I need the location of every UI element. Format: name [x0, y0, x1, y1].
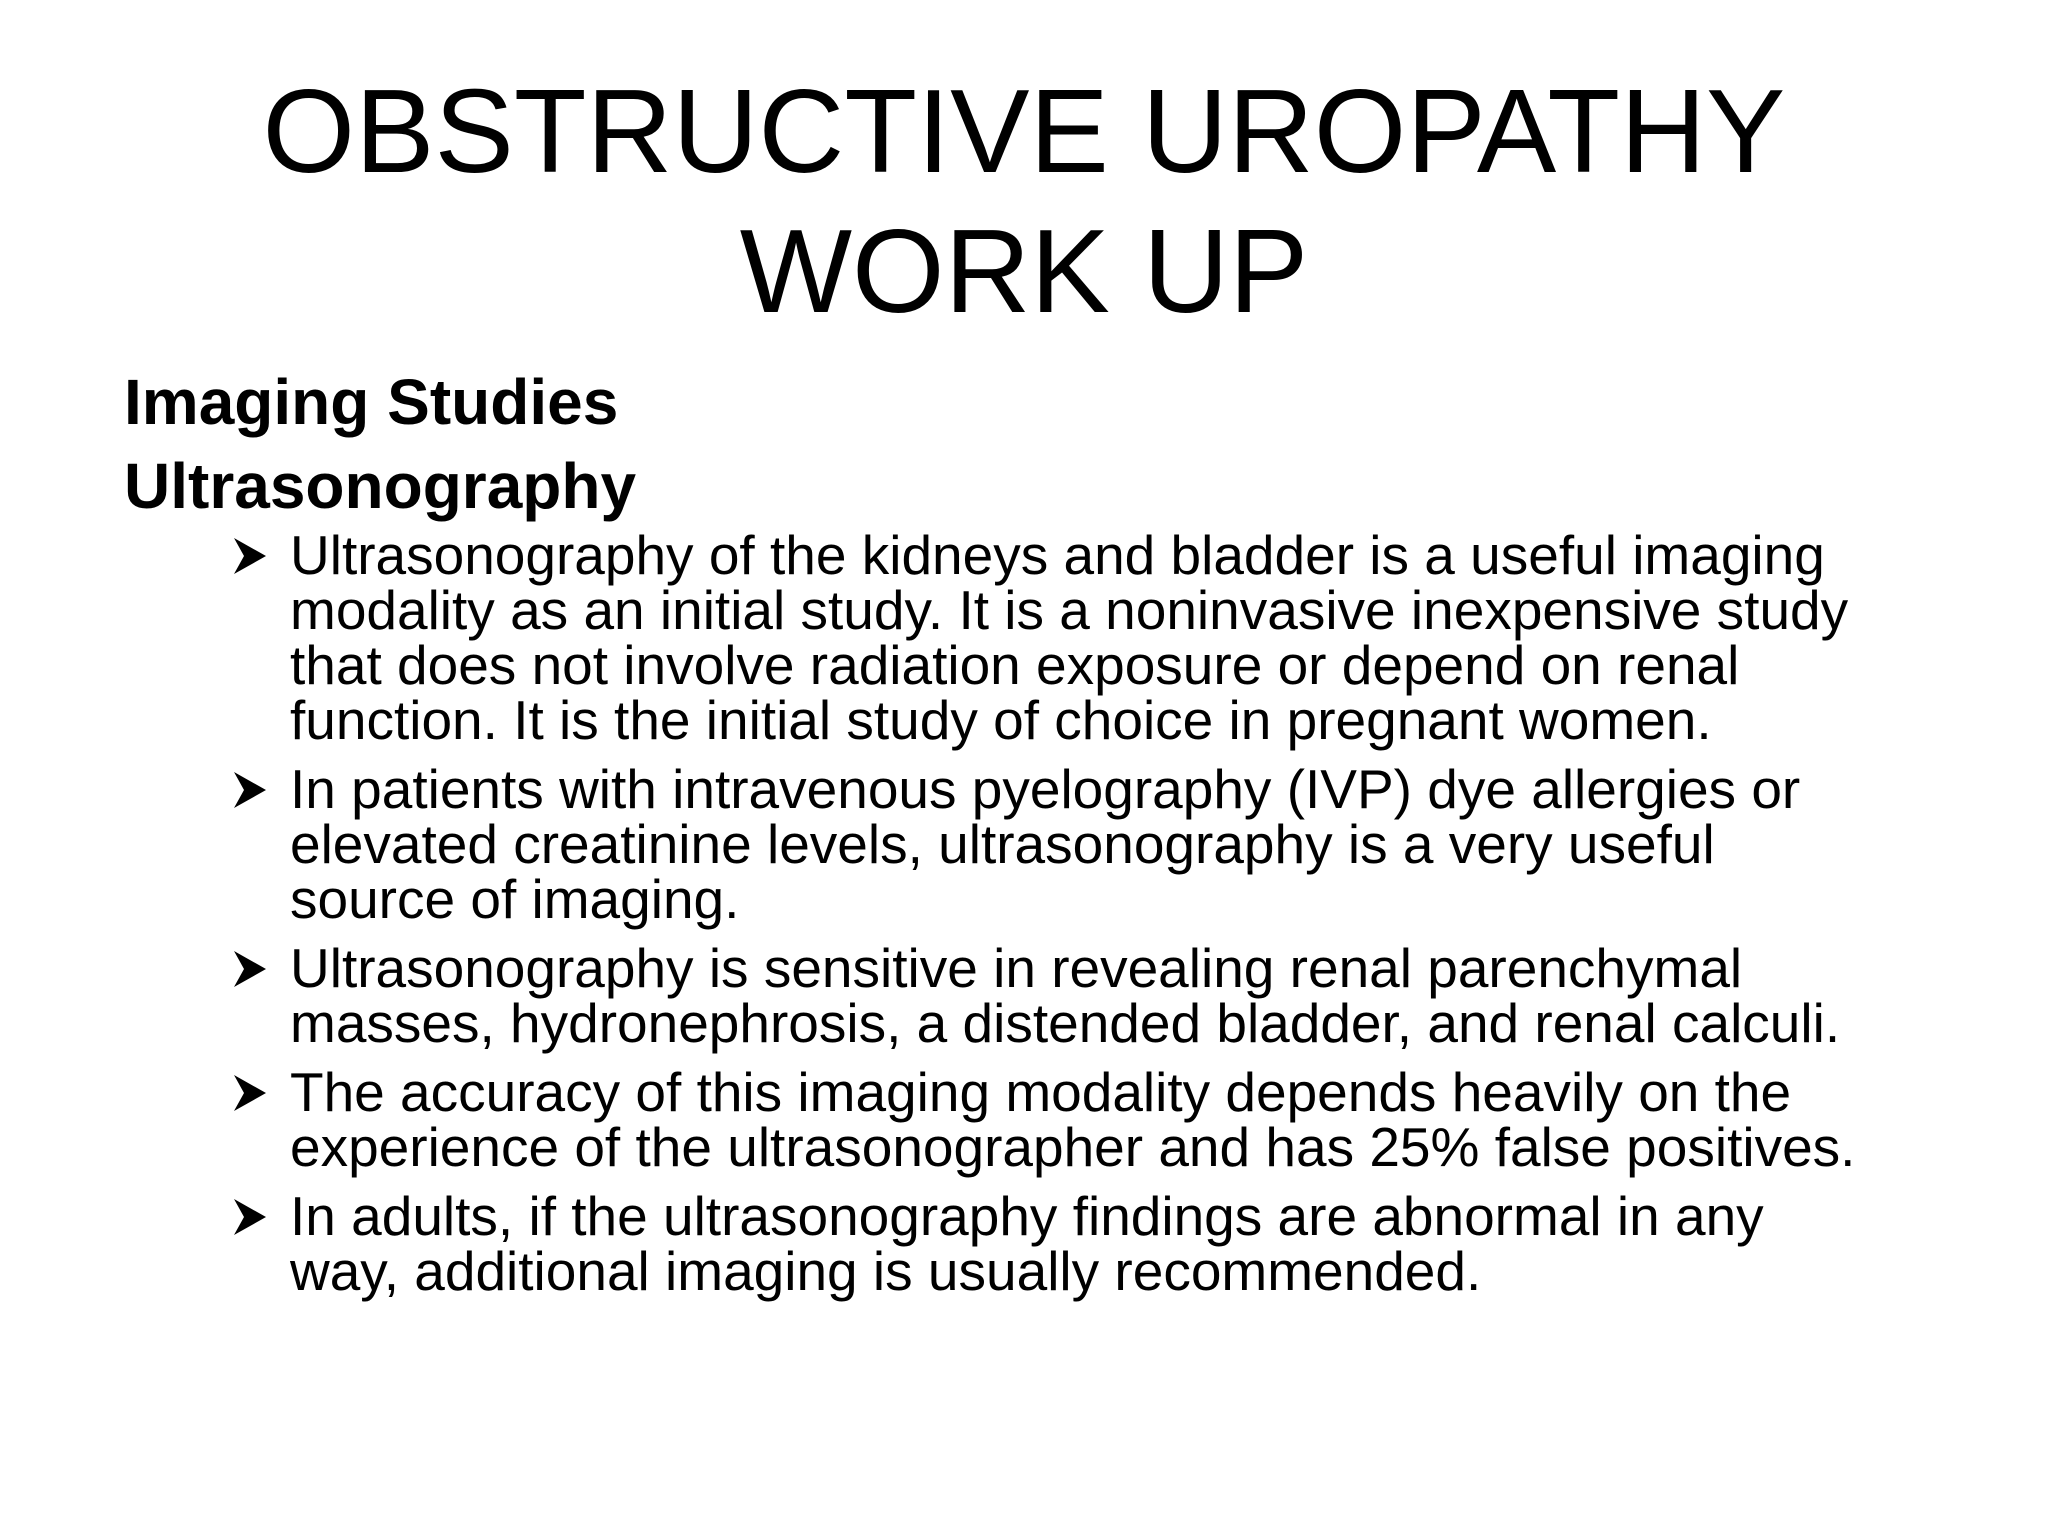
- bullet-text: Ultrasonography of the kidneys and bladder is a useful imaging modality as an initial study. It is a noninvasive inexpensive study that does not involve radiation exposure or depend on renal function. It is the initial study of choice in pregnant women.: [290, 524, 1849, 751]
- slide-title-line-2: WORK UP: [739, 205, 1309, 338]
- slide-title-line-1: OBSTRUCTIVE UROPATHY: [262, 65, 1786, 198]
- bullet-text: Ultrasonography is sensitive in revealing renal parenchymal masses, hydronephrosis, a distended bladder, and renal calculi.: [290, 937, 1841, 1054]
- bullet-text: In adults, if the ultrasonography findings are abnormal in any way, additional imaging is usually recommended.: [290, 1185, 1764, 1302]
- arrowhead-bullet-icon: [232, 770, 268, 810]
- arrowhead-bullet-icon: [232, 1073, 268, 1113]
- arrowhead-bullet-icon: [232, 1197, 268, 1237]
- bullet-text: In patients with intravenous pyelography (IVP) dye allergies or elevated creatinine levels, ultrasonography is a very useful source of imaging.: [290, 758, 1801, 930]
- bullet-item: [0, 937, 2048, 1054]
- bullet-item: [0, 524, 2048, 751]
- bullet-item: [0, 1185, 2048, 1302]
- section-heading-ultrasonography: Ultrasonography: [124, 450, 637, 522]
- section-heading-imaging-studies: Imaging Studies: [124, 366, 619, 438]
- slide-title: [0, 62, 2048, 342]
- bullet-item: [0, 758, 2048, 930]
- bullet-item: [0, 1061, 2048, 1178]
- bullet-text: The accuracy of this imaging modality depends heavily on the experience of the ultrasonographer and has 25% false positives.: [290, 1061, 1856, 1178]
- arrowhead-bullet-icon: [232, 949, 268, 989]
- arrowhead-bullet-icon: [232, 536, 268, 576]
- bullet-list: [0, 524, 2048, 1313]
